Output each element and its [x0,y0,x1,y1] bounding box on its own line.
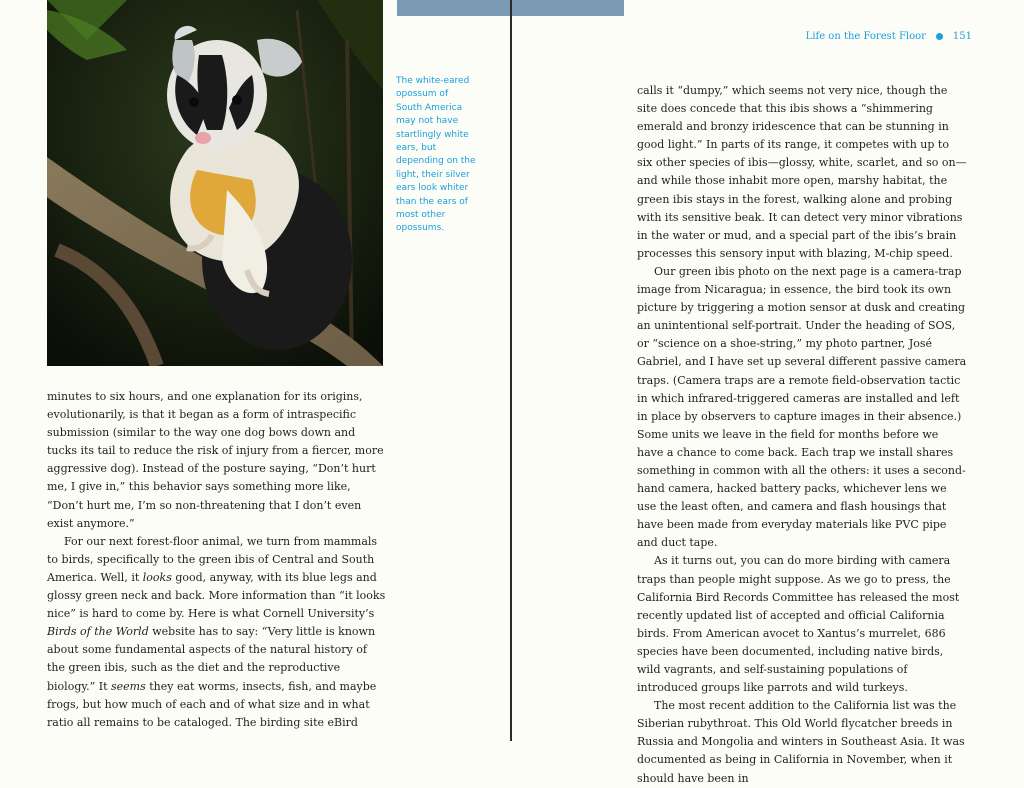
page-number: 151 [952,31,972,42]
left-text-column [47,388,387,732]
running-header [806,31,972,42]
paragraph: For our next forest-floor animal, we turn from mammals to birds, specifically to the green ibis of Central and South America. Well, it looks good, anyway, with its blue legs and glossy green neck and back. More information than “it looks nice” is hard to come by. Here is what Cornell University’s Birds of the World website has to say: “Very little is known about some fundamental aspects of the natural history of the green ibis, such as the diet and the reproductive biology.” It seems they eat worms, insects, fish, and maybe frogs, but how much of each and of what size and in what ratio all remains to be cataloged. The birding site eBird [47,534,386,729]
paragraph: Our green ibis photo on the next page is a camera-trap image from Nicaragua; in essence, the bird took its own picture by triggering a motion sensor at dusk and creating an unintentional self-portrait. Under the heading of SOS, or “science on a shoe-string,” my photo partner, José Gabriel, and I have set up several different passive camera traps. (Camera traps are a remote field-observation tactic in which infrared-triggered cameras are installed and left in place by observers to capture images in their absence.) Some units we leave in the field for months before we have a chance to come back. Each trap we install shares something in common with all the others: it uses a second-hand camera, hacked battery packs, whichever lens we use the least often, and camera and flash housings that have been made from everyday materials like PVC pipe and duct tape. [637,264,967,550]
opossum-photo [47,0,383,366]
bullet-dot-icon [936,33,943,40]
right-text-column [637,82,967,788]
paragraph: The most recent addition to the California list was the Siberian rubythroat. This Old World flycatcher breeds in Russia and Mongolia and winters in Southeast Asia. It was documented as being in California in November, when it should have been in [637,699,965,785]
running-title: Life on the Forest Floor [805,31,926,42]
book-gutter [510,0,512,741]
paragraph: minutes to six hours, and one explanation for its origins, evolutionarily, is that it began as a form of intraspecific submission (similar to the way one dog bows down and tucks its tail to reduce the risk of injury from a fiercer, more aggressive dog). Instead of the posture saying, “Don’t hurt me, I give in,” this behavior says something more like, “Don’t hurt me, I’m so non-threatening that I don’t even exist anymore.” [47,390,384,530]
photo-caption: The white-eared opossum of South America may not have startlingly white ears, but depending on the light, their silver ears look whiter than the ears of most other opossums. [396,76,476,234]
paragraph: As it turns out, you can do more birding with camera traps than people might suppose. As we go to press, the California Bird Records Committee has released the most recently updated list of accepted and official California birds. From American avocet to Xantus’s murrelet, 686 species have been documented, including native birds, wild vagrants, and self-sustaining populations of introduced groups like parrots and wild turkeys. [637,554,960,695]
paragraph: calls it “dumpy,” which seems not very nice, though the site does concede that this ibis shows a “shimmering emerald and bronzy iridescence that can be stunning in good light.” In parts of its range, it competes with up to six other species of ibis—glossy, white, scarlet, and so on—and while those inhabit more open, marshy habitat, the green ibis stays in the forest, walking alone and probing with its sensitive beak. It can detect very minor vibrations in the water or mud, and a special part of the ibis’s brain processes this sensory input with blazing, M-chip speed. [637,84,967,260]
